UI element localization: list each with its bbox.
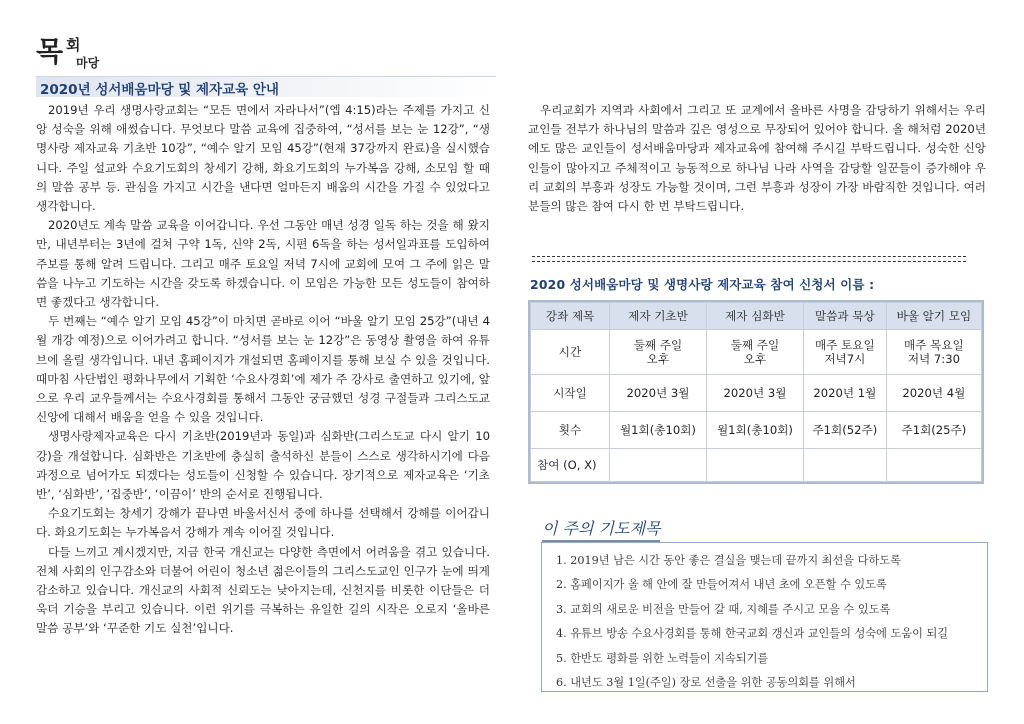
article-title-bar (36, 76, 496, 97)
participation-cell[interactable] (803, 449, 886, 482)
signup-form-table (530, 302, 982, 482)
cell-line: 저녁7시 (824, 352, 866, 366)
table-cell: 2020년 1월 (803, 375, 886, 412)
list-item: 4. 유튜브 방송 수요사경회를 통해 한국교회 갱신과 교인들의 성숙에 도움이 되길 (556, 627, 949, 641)
table-header-cell: 강좌 제목 (531, 303, 610, 330)
list-item: 1. 2019년 남은 시간 동안 좋은 결실을 맺는데 끝까지 최선을 다하도록 (556, 554, 901, 567)
table-cell (706, 330, 803, 375)
row-label: 참여 (O, X) (531, 449, 610, 482)
prayer-title-text: 이 주의 기도제목 (542, 519, 661, 538)
row-label: 횟수 (531, 412, 610, 449)
article-title: 2020년 성서배움마당 및 제자교육 안내 (40, 82, 279, 98)
participation-cell[interactable] (886, 449, 981, 482)
table-row (531, 449, 982, 482)
cell-line: 매주 토요일 (815, 338, 875, 352)
paragraph: 2020년도 계속 말씀 교육을 이어갑니다. 우선 그동안 매년 성경 일독 하는 것을 해 왔지만, 내년부터는 3년에 걸쳐 구약 1독, 신약 2독, 시편 6독을 하는 성서일과표를 도입하여 주보를 통해 알려 드립니다. 그리고 매주 토요일 저녁 7시에 교회에 모여 그 주에 읽은 말씀을 나누고 기도하는 시간을 갖도록 하겠습니다. 이 모임은 가능한 모든 성도들이 참여하면 좋겠다고 생각합니다. (36, 218, 490, 310)
table-cell (803, 330, 886, 375)
prayer-title (542, 516, 660, 539)
row-label: 시작일 (531, 375, 610, 412)
cell-line: 오후 (743, 352, 767, 366)
cell-line: 매주 목요일 (904, 338, 964, 352)
section-logo (36, 30, 156, 76)
list-item: 2. 홈페이지가 올 해 안에 잘 만들어져서 내년 초에 오픈할 수 있도록 (556, 578, 887, 592)
paragraph: 수요기도회는 창세기 강해가 끝나면 바울서신서 중에 하나를 선택해서 강해를 이어갑니다. 화요기도회는 누가복음서 강해가 계속 이어질 것입니다. (36, 506, 490, 540)
cell-line: 오후 (646, 352, 670, 366)
right-column (528, 101, 986, 216)
participation-cell[interactable] (610, 449, 707, 482)
paragraph: 두 번째는 “예수 알기 모임 45강”이 마치면 곧바로 이어 “바울 알기 모임 25강”(내년 4월 개강 예정)으로 이어가려고 합니다. “성서를 보는 눈 12강”은 동영상 촬영을 하여 유튜브에 올릴 생각입니다. 내년 홈페이지가 개설되면 홈페이지를 통해 보실 수 있을 것입니다. 때마침 사단법인 평화나무에서 기획한 ‘수요사경회’에 제가 주 강사로 출연하고 있기에, 앞으로 우리 교우들께서는 수요사경회를 통해서 그동안 궁금했던 성경 구절들과 그리스도교 신앙에 대해서 배움을 얻을 수 있을 것입니다. (36, 314, 490, 425)
paragraph: 다들 느끼고 계시겠지만, 지금 한국 개신교는 다양한 측면에서 어려움을 겪고 있습니다. 전체 사회의 인구감소와 더불어 어린이 청소년 젊은이들의 그리스도교인 인구가 눈에 띄게 감소하고 있습니다. 개신교의 사회적 신뢰도는 낮아지는데, 신천지를 비롯한 이단들은 더욱더 기승을 부리고 있습니다. 이런 위기를 극복하는 유일한 길의 시작은 오로지 ‘올바른 말씀 공부’와 ‘꾸준한 기도 실천’입니다. (36, 544, 490, 636)
divider (532, 261, 966, 262)
logo-big-text: 목 (36, 35, 64, 68)
participation-cell[interactable] (706, 449, 803, 482)
table-header-cell: 바울 알기 모임 (886, 303, 981, 330)
form-title: 2020 성서배움마당 및 생명사랑 제자교육 참여 신청서 이름 : (530, 277, 875, 292)
list-item: 3. 교회의 새로운 비전을 만들어 갈 때, 지혜를 주시고 모을 수 있도록 (556, 602, 891, 616)
table-cell: 월1회(총10회) (610, 412, 707, 449)
table-cell: 월1회(총10회) (706, 412, 803, 449)
logo-mid-text: 회 (66, 36, 81, 54)
table-header-cell: 제자 심화반 (706, 303, 803, 330)
prayer-list (542, 543, 987, 695)
paragraph: 생명사랑제자교육은 다시 기초반(2019년과 동일)과 심화반(그리스도교 다시 알기 10강)을 개설합니다. 심화반은 기초반에 충실히 출석하신 분들이 스스로 생각하시기에 다음 과정으로 넘어가도 되겠다는 성도들이 신청할 수 있습니다. 장기적으로 제자교육은 ‘기초반’, ‘심화반’, ‘집중반’, ‘이끔이’ 반의 순서로 진행됩니다. (36, 429, 490, 502)
prayer-list-box (541, 542, 988, 692)
table-cell: 주1회(52주) (803, 412, 886, 449)
table-row (531, 375, 982, 412)
cell-line: 둘째 주일 (633, 338, 683, 352)
table-row (531, 412, 982, 449)
divider (532, 256, 966, 257)
table-row (531, 330, 982, 375)
table-header-cell: 말씀과 묵상 (803, 303, 886, 330)
table-cell (886, 330, 981, 375)
table-cell: 2020년 3월 (706, 375, 803, 412)
cell-line: 저녁 7:30 (907, 352, 960, 366)
list-item: 5. 한반도 평화를 위한 노력들이 지속되기를 (556, 651, 769, 665)
table-header-row (531, 303, 982, 330)
table-cell: 주1회(25주) (886, 412, 981, 449)
left-column (36, 101, 490, 639)
table-cell (610, 330, 707, 375)
cell-line: 둘째 주일 (730, 338, 780, 352)
logo-small-text: 마당 (76, 56, 100, 70)
table-cell: 2020년 3월 (610, 375, 707, 412)
table-cell: 2020년 4월 (886, 375, 981, 412)
table-header-cell: 제자 기초반 (610, 303, 707, 330)
list-item: 6. 내년도 3월 1일(주일) 장로 선출을 위한 공동의회를 위해서 (556, 676, 856, 690)
row-label: 시간 (531, 330, 610, 375)
paragraph: 우리교회가 지역과 사회에서 그리고 또 교계에서 올바른 사명을 감당하기 위해서는 우리 교인들 전부가 하나님의 말씀과 깊은 영성으로 무장되어 있어야 합니다. 올 해처럼 2020년에도 많은 교인들이 성서배움마당과 제자교육에 참여해 주시길 부탁드립니다. 성숙한 신앙인들이 많아지고 주체적이고 능동적으로 하나님 나라 사역을 감당할 일꾼들이 증가해야 우리 교회의 부흥과 성장도 가능할 것이며, 그런 부흥과 성장이 가장 바람직한 것입니다. 여러분들의 많은 참여 다시 한 번 부탁드립니다. (528, 103, 986, 214)
paragraph: 2019년 우리 생명사랑교회는 “모든 면에서 자라나서”(엡 4:15)라는 주제를 가지고 신앙 성숙을 위해 애썼습니다. 무엇보다 말씀 교육에 집중하여, “성서를 보는 눈 12강”, “생명사랑 제자교육 기초반 10강”, “예수 알기 모임 45강”(현재 37강까지 완료)을 실시했습니다. 주일 설교와 수요기도회의 창세기 강해, 화요기도회의 누가복음 강해, 소모임 할 때의 말씀 공부 등. 관심을 가지고 시간을 낸다면 얼마든지 배움의 시간을 가질 수 있었다고 생각합니다. (36, 103, 490, 214)
